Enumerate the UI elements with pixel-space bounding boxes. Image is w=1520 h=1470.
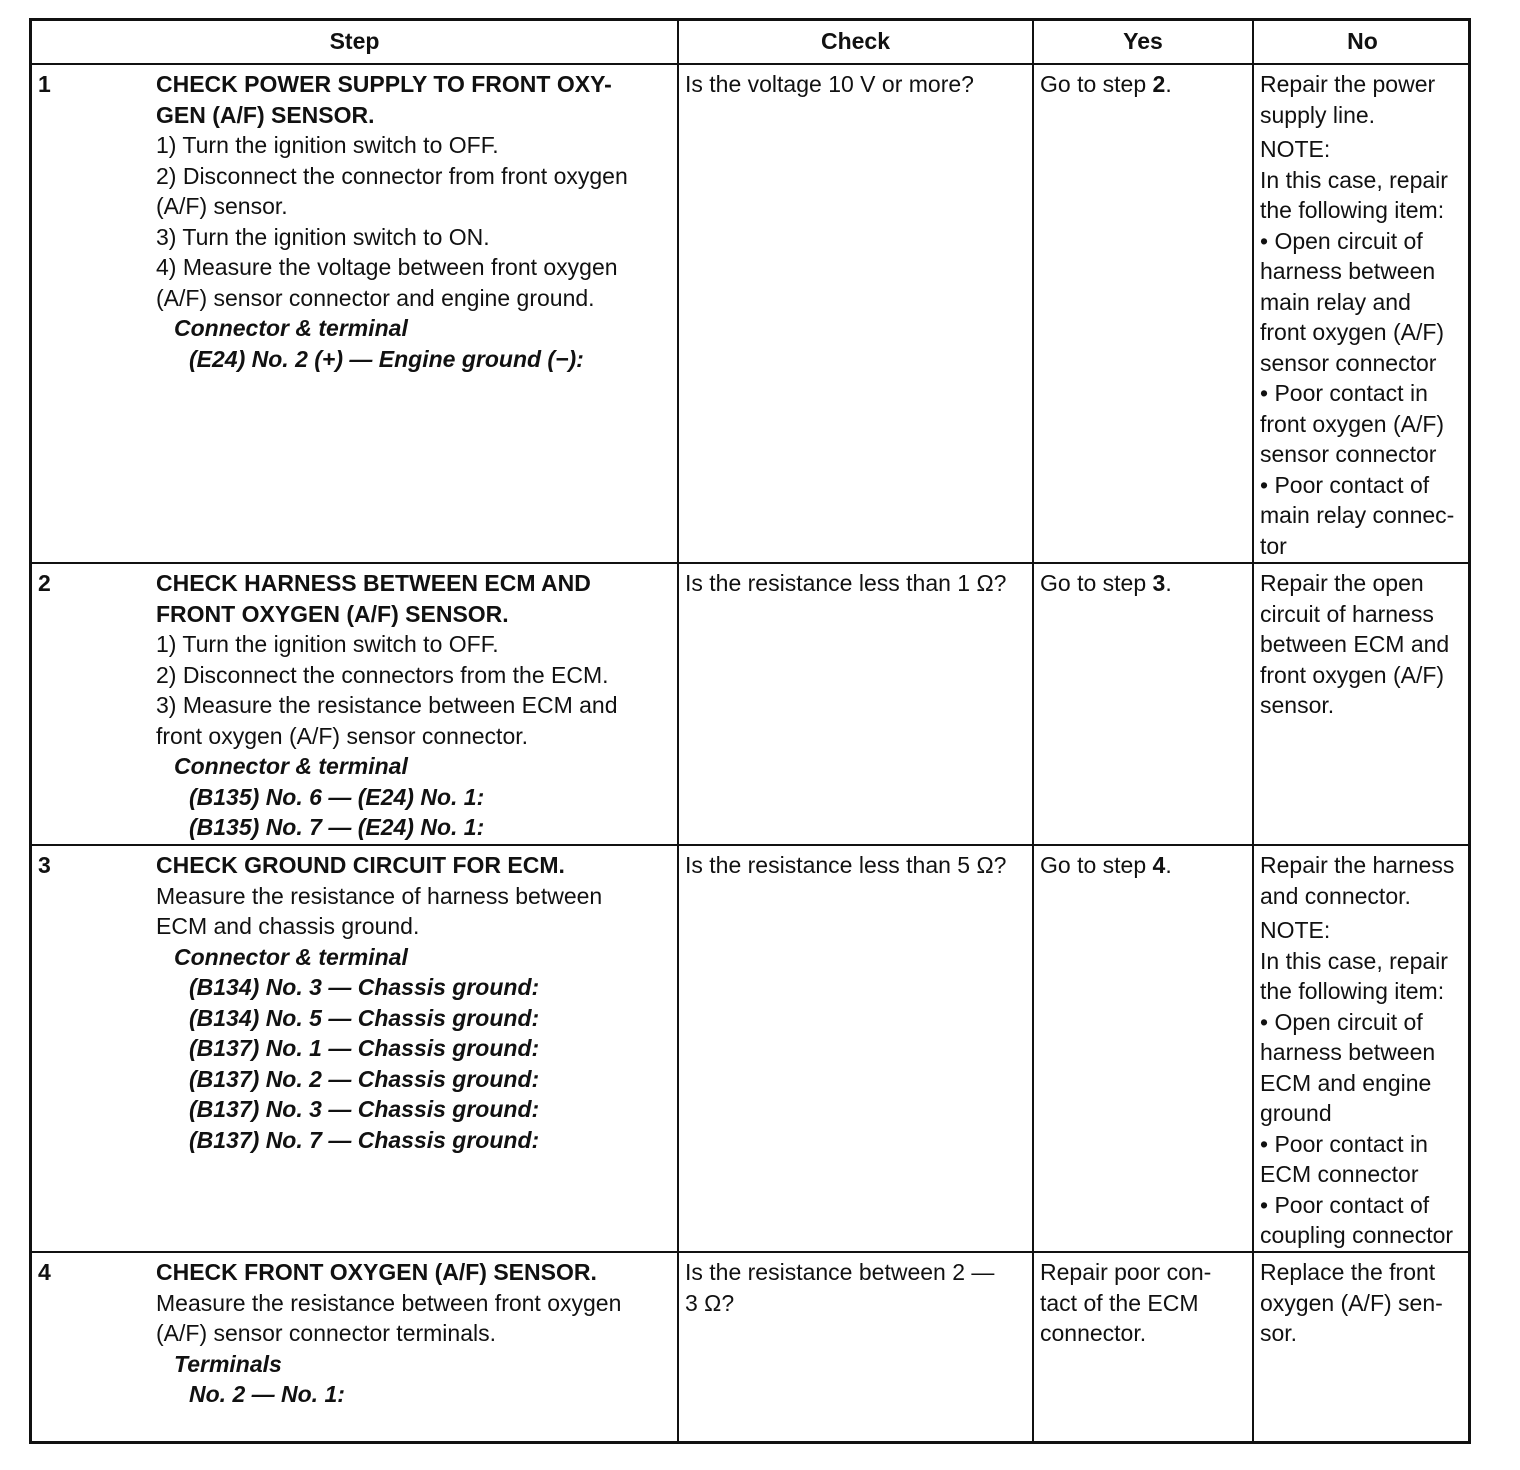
no-text-line: oxygen (A/F) sen- bbox=[1260, 1289, 1443, 1316]
step-title-line: CHECK FRONT OXYGEN (A/F) SENSOR. bbox=[156, 1259, 597, 1285]
yes-suffix: . bbox=[1165, 852, 1172, 878]
step-number: 2 bbox=[38, 570, 51, 596]
yes-suffix: . bbox=[1165, 71, 1172, 97]
step-number: 4 bbox=[38, 1259, 51, 1285]
yes-step-ref: 4 bbox=[1152, 852, 1166, 878]
table-row bbox=[32, 844, 1468, 1251]
step-cell bbox=[32, 564, 677, 845]
step-text-line: (A/F) sensor connector and engine ground. bbox=[156, 284, 595, 311]
diagnostic-table bbox=[29, 18, 1471, 1444]
step-text-line: 3) Measure the resistance between ECM and bbox=[156, 692, 618, 718]
connector-label: Connector & terminal bbox=[174, 315, 408, 341]
terminal-spec: (B137) No. 1 — Chassis ground: bbox=[189, 1035, 540, 1061]
yes-text-line: tact of the ECM bbox=[1040, 1289, 1199, 1316]
note-line: coupling connector bbox=[1260, 1222, 1454, 1248]
step-text-line: 1) Turn the ignition switch to OFF. bbox=[156, 132, 499, 158]
no-text-line: circuit of harness bbox=[1260, 600, 1434, 627]
no-text-line: Repair the power bbox=[1260, 71, 1436, 97]
yes-step-ref: 2 bbox=[1152, 71, 1166, 97]
note-line: main relay connec- bbox=[1260, 502, 1455, 528]
step-text-line: 4) Measure the voltage between front oxygen bbox=[156, 254, 618, 280]
note-line: tor bbox=[1260, 532, 1287, 559]
no-cell bbox=[1252, 846, 1471, 1253]
step-cell bbox=[32, 846, 677, 1253]
step-content bbox=[156, 69, 671, 561]
header-step: Step bbox=[329, 28, 380, 54]
step-cell bbox=[32, 1253, 677, 1441]
no-text-line: Replace the front bbox=[1260, 1259, 1436, 1285]
connector-label: Connector & terminal bbox=[174, 753, 408, 779]
note-line: harness between bbox=[1260, 258, 1436, 284]
no-text-line: front oxygen (A/F) bbox=[1260, 661, 1445, 688]
header-check: Check bbox=[677, 21, 1032, 63]
no-cell bbox=[1252, 564, 1471, 845]
terminal-spec: No. 2 — No. 1: bbox=[189, 1381, 345, 1407]
step-number: 3 bbox=[38, 852, 51, 878]
yes-text: Go to step bbox=[1040, 71, 1153, 97]
note-line: • Poor contact of bbox=[1260, 1191, 1430, 1218]
step-text-line: 3) Turn the ignition switch to ON. bbox=[156, 223, 490, 250]
step-title-line: CHECK POWER SUPPLY TO FRONT OXY- bbox=[156, 71, 612, 97]
step-text-line: 2) Disconnect the connectors from the ECM. bbox=[156, 661, 609, 688]
note-line: ECM connector bbox=[1260, 1161, 1419, 1187]
check-cell bbox=[677, 1253, 1032, 1441]
no-text-line: sor. bbox=[1260, 1320, 1298, 1346]
step-content bbox=[156, 1257, 671, 1439]
note-line: front oxygen (A/F) bbox=[1260, 319, 1445, 345]
yes-cell bbox=[1032, 1253, 1252, 1441]
table-header-row bbox=[32, 21, 1468, 63]
yes-text: Go to step bbox=[1040, 852, 1153, 878]
note-line: • Poor contact in bbox=[1260, 1130, 1428, 1157]
terminals-label: Terminals bbox=[174, 1350, 282, 1377]
terminal-spec: (B137) No. 7 — Chassis ground: bbox=[189, 1126, 540, 1153]
yes-text-line: connector. bbox=[1040, 1320, 1147, 1346]
no-cell bbox=[1252, 1253, 1471, 1441]
terminal-spec: (B135) No. 6 — (E24) No. 1: bbox=[189, 783, 485, 810]
no-text-line: between ECM and bbox=[1260, 631, 1450, 657]
header-no: No bbox=[1252, 21, 1471, 63]
connector-label: Connector & terminal bbox=[174, 943, 408, 970]
check-cell: Is the resistance less than 5 Ω? bbox=[677, 846, 1032, 1253]
note-line: • Poor contact in bbox=[1260, 380, 1428, 406]
note-line: sensor connector bbox=[1260, 441, 1437, 467]
note-line: main relay and bbox=[1260, 288, 1411, 315]
note-label: NOTE: bbox=[1260, 136, 1331, 162]
no-cell bbox=[1252, 65, 1471, 563]
step-text-line: Measure the resistance of harness between bbox=[156, 882, 603, 909]
terminal-spec: (B137) No. 3 — Chassis ground: bbox=[189, 1096, 540, 1122]
no-text-line: Repair the open bbox=[1260, 570, 1424, 596]
step-text-line: 1) Turn the ignition switch to OFF. bbox=[156, 631, 499, 657]
header-yes: Yes bbox=[1032, 21, 1252, 63]
step-title-line: FRONT OXYGEN (A/F) SENSOR. bbox=[156, 600, 509, 627]
note-line: front oxygen (A/F) bbox=[1260, 410, 1445, 437]
yes-text-line: Repair poor con- bbox=[1040, 1259, 1212, 1285]
step-content bbox=[156, 850, 671, 1251]
terminal-spec: (B137) No. 2 — Chassis ground: bbox=[189, 1065, 540, 1092]
step-cell bbox=[32, 65, 677, 563]
yes-cell bbox=[1032, 564, 1252, 845]
note-line: sensor connector bbox=[1260, 349, 1437, 376]
note-line: harness between bbox=[1260, 1039, 1436, 1065]
table-row bbox=[32, 562, 1468, 844]
note-line: • Open circuit of bbox=[1260, 1008, 1423, 1035]
terminal-spec: (B134) No. 5 — Chassis ground: bbox=[189, 1004, 540, 1031]
note-line: In this case, repair bbox=[1260, 166, 1448, 193]
step-text-line: (A/F) sensor connector terminals. bbox=[156, 1320, 497, 1346]
terminal-spec: (B134) No. 3 — Chassis ground: bbox=[189, 974, 540, 1000]
yes-cell bbox=[1032, 65, 1252, 563]
check-cell: Is the voltage 10 V or more? bbox=[677, 65, 1032, 563]
yes-step-ref: 3 bbox=[1152, 570, 1166, 596]
check-text-line: 3 Ω? bbox=[685, 1289, 735, 1316]
step-text-line: 2) Disconnect the connector from front oxygen bbox=[156, 162, 628, 189]
step-title-line: CHECK GROUND CIRCUIT FOR ECM. bbox=[156, 852, 565, 878]
table-row bbox=[32, 63, 1468, 562]
note-label: NOTE: bbox=[1260, 917, 1331, 943]
no-text-line: Repair the harness bbox=[1260, 852, 1455, 878]
step-title-line: CHECK HARNESS BETWEEN ECM AND bbox=[156, 570, 591, 596]
no-text-line: sensor. bbox=[1260, 692, 1335, 718]
note-line: the following item: bbox=[1260, 197, 1445, 223]
step-text-line: front oxygen (A/F) sensor connector. bbox=[156, 722, 529, 749]
step-title-line: GEN (A/F) SENSOR. bbox=[156, 101, 375, 128]
step-text-line: ECM and chassis ground. bbox=[156, 913, 420, 939]
note-line: ground bbox=[1260, 1100, 1332, 1126]
yes-text: Go to step bbox=[1040, 570, 1153, 596]
step-text-line: (A/F) sensor. bbox=[156, 193, 288, 219]
note-line: • Poor contact of bbox=[1260, 471, 1430, 498]
terminal-spec: (E24) No. 2 (+) — Engine ground (−): bbox=[189, 345, 584, 372]
no-text-line: and connector. bbox=[1260, 882, 1411, 909]
check-cell: Is the resistance less than 1 Ω? bbox=[677, 564, 1032, 845]
note-line: the following item: bbox=[1260, 978, 1445, 1004]
note-line: ECM and engine bbox=[1260, 1069, 1432, 1096]
table-row bbox=[32, 1251, 1468, 1441]
terminal-spec: (B135) No. 7 — (E24) No. 1: bbox=[189, 814, 485, 840]
yes-suffix: . bbox=[1165, 570, 1172, 596]
no-text-line: supply line. bbox=[1260, 101, 1376, 128]
step-content bbox=[156, 568, 671, 843]
yes-cell bbox=[1032, 846, 1252, 1253]
check-text-line: Is the resistance between 2 — bbox=[685, 1259, 995, 1285]
note-line: • Open circuit of bbox=[1260, 227, 1423, 254]
step-text-line: Measure the resistance between front oxygen bbox=[156, 1289, 622, 1316]
note-line: In this case, repair bbox=[1260, 947, 1448, 974]
step-number: 1 bbox=[38, 71, 51, 97]
